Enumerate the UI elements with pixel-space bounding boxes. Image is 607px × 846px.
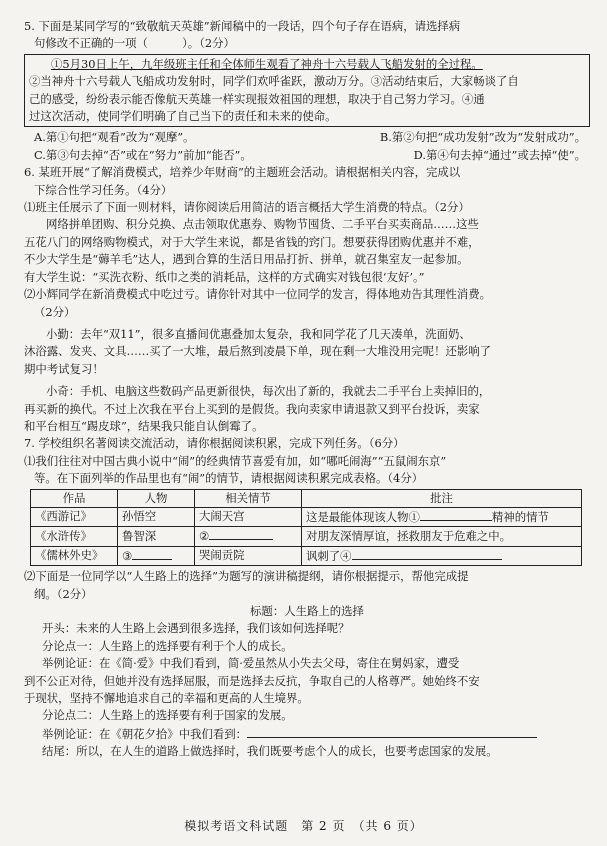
q6-sub2-line1: ⑵小辉同学在新消费模式中吃过亏。请你针对其中一位同学的发言，得体地劝告其理性消费。 [24,287,492,302]
q6-xiaoqi-line: 再买新的换代。不过上次我在平台上买到的是假货。我向卖家申请退款又到平台投诉，卖家 [24,401,480,416]
q6-material-line: 有大学生说：“买洗衣粉、纸巾之类的消耗品，这样的方式确实对钱包很‘友好’。” [24,269,425,284]
table-cell-plot [195,527,302,546]
outline-example1-line: 于现状，坚持不懈地追求自己的幸福和更高的人生境界。 [24,691,309,706]
q6-stem-line1: 6. 某班开展“了解消费模式，培养少年财商”的主题班会活动。请根据相关内容，完成以 [24,165,461,180]
q7-sub1-line2: 等。在下面列举的作品里也有“闹”的情节，请根据阅读积累完成表格。（4分） [34,471,424,486]
table-row [31,527,582,546]
q7-sub2-line1: ⑵下面是一位同学以“人生路上的选择”为题写的演讲稿提纲，请你根据提示，帮他完成提 [24,569,469,584]
q5-option-d[interactable]: D.第④句去掉“通过”或去掉“使”。 [413,147,586,162]
speech-outline [24,603,590,761]
q5-option-b[interactable]: B.第②句把“成功发射”改为“发射成功”。 [379,130,586,145]
q5-option-c[interactable]: C.第③句去掉“否”或在“努力”前加“能否”。 [34,147,252,162]
table-row [31,546,582,565]
answer-blank-4[interactable] [352,547,502,560]
outline-title: 标题：人生路上的选择 [250,604,364,618]
outline-ending: 结尾：所以，在人生的道路上做选择时，我们既要考虑个人的成长，也要考虑国家的发展。 [42,744,498,759]
outline-example2-text: 举例论证：在《朝花夕拾》中我们看到： [42,726,248,741]
q5-passage-line: 己的感受，纷纷表示能否像航天英雄一样实现报效祖国的理想，取决于自己努力学习。④通 [29,91,485,106]
table-cell-work: 《西游记》 [31,507,118,526]
q7-stem: 7. 学校组织名著阅读交流活动，请你根据阅读积累，完成下列任务。（6分） [24,436,405,451]
question-5 [24,18,590,164]
q6-xiaoqi-line: 和平台相互“踢皮球”，结果我只能自认倒霉了。 [24,418,264,433]
note-text: 讽刺了④ [306,548,352,563]
table-cell-note [302,546,582,565]
outline-opening: 开头：未来的人生路上会遇到很多选择，我们该如何选择呢？ [42,621,350,636]
outline-point2: 分论点二：人生路上的选择要有利于国家的发展。 [42,708,293,723]
exam-page [24,18,590,761]
question-6 [24,164,590,435]
table-header-row [31,489,582,507]
answer-blank-2[interactable] [209,527,273,540]
q5-option-a[interactable]: A.第①句把“观看”改为“观摩”。 [34,130,195,145]
q5-passage-line: ②当神舟十六号载人飞船成功发射时，同学们欢呼雀跃，激动万分。③活动结束后，大家畅谈了自 [29,74,519,89]
q6-material-line: 网络拼单团购、积分兑换、点击领取优惠券、购物节囤货、二手平台买卖商品……这些 [46,217,479,232]
outline-example2 [24,725,590,743]
table-header-person: 人物 [118,489,195,507]
note-text: 这是最能体现该人物① [306,509,420,524]
q7-sub1-line1: ⑴我们往往对中国古典小说中“闹”的经典情节喜爱有加，如“哪吒闹海”“五鼠闹东京” [24,453,447,468]
note-text: 精神的情节 [491,509,549,524]
table-header-plot: 相关情节 [195,489,302,507]
table-cell-work: 《儒林外史》 [31,546,118,565]
q7-sub2-line2: 纲。（2分） [34,586,93,601]
q5-options-row2 [24,147,590,164]
outline-example1-line: 到不公正对待，但她并没有选择屈服，而是选择去反抗，争取自己的人格尊严。她始终不安 [24,673,480,688]
table-cell-plot: 大闹天宫 [195,507,302,526]
table-cell-note [302,507,582,526]
question-7 [24,435,590,760]
q6-sub1: ⑴班主任展示了下面一则材料，请你阅读后用简洁的语言概括大学生消费的特点。（2分） [24,200,470,215]
table-cell-work: 《水浒传》 [31,527,118,546]
q6-sub2-line2: （2分） [34,304,76,319]
table-cell-plot: 哭闹贡院 [195,546,302,565]
q6-xiaoqin-line: 沐浴露、发夹、文具……买了一大堆，最后熬到凌晨下单，现在剩一大堆没用完呢！还影响了 [24,344,492,359]
table-cell-note: 对朋友深情厚谊，拯救朋友于危难之中。 [302,527,582,546]
table-row [31,507,582,526]
table-header-note: 批注 [302,489,582,507]
outline-example1-line: 举例论证：在《简·爱》中我们看到，简·爱虽然从小失去父母，寄住在舅妈家，遭受 [42,656,460,671]
q5-stem-line1: 5. 下面是某同学写的“致敬航天英雄”新闻稿中的一段话，四个句子存在语病，请选择病 [24,19,461,33]
q7-table [30,489,582,567]
table-header-work: 作品 [31,489,118,507]
answer-blank-3[interactable] [132,547,172,560]
table-cell-person [118,546,195,565]
q6-xiaoqin-line: 小勤：去年“双11”，很多直播间优惠叠加太复杂，我和同学花了几天凑单，洗面奶、 [46,326,471,341]
q5-stem-line2: 句修改不正确的一项（ ）。（2分） [34,36,235,51]
q6-material-line: 五花八门的网络购物模式，对于大学生来说，都是省钱的窍门。想要获得团购优惠并不难， [24,234,480,249]
outline-point1: 分论点一：人生路上的选择要有利于个人的成长。 [42,638,293,653]
answer-blank-5[interactable] [247,725,537,738]
table-cell-person: 孙悟空 [118,507,195,526]
q5-passage-box [24,54,590,128]
answer-blank-1[interactable] [420,508,492,521]
q5-options-row1 [24,129,590,146]
blank-marker: ③ [122,548,133,563]
table-cell-person: 鲁智深 [118,527,195,546]
blank-marker: ② [199,529,210,544]
q6-stem-line2: 下综合性学习任务。（4分） [34,182,173,197]
q5-passage-line: 过这次活动，使同学们明确了自己当下的责任和未来的使命。 [29,109,337,124]
q6-material-line: 不少大学生是“薅羊毛”达人，遇到合算的生活日用品打折、拼单，就召集室友一起参加。 [24,252,469,267]
q5-passage-line: ①5月30日上午，九年级班主任和全体师生观看了神舟十六号载人飞船发射的全过程。 [51,56,483,71]
q6-xiaoqin-line: 期中考试复习！ [24,361,104,376]
page-footer: 模拟考语文科试题 第 2 页 （共 6 页） [184,819,423,833]
q6-xiaoqi-line: 小奇：手机、电脑这些数码产品更新很快，每次出了新的，我就去二手平台上卖掉旧的， [46,384,491,399]
